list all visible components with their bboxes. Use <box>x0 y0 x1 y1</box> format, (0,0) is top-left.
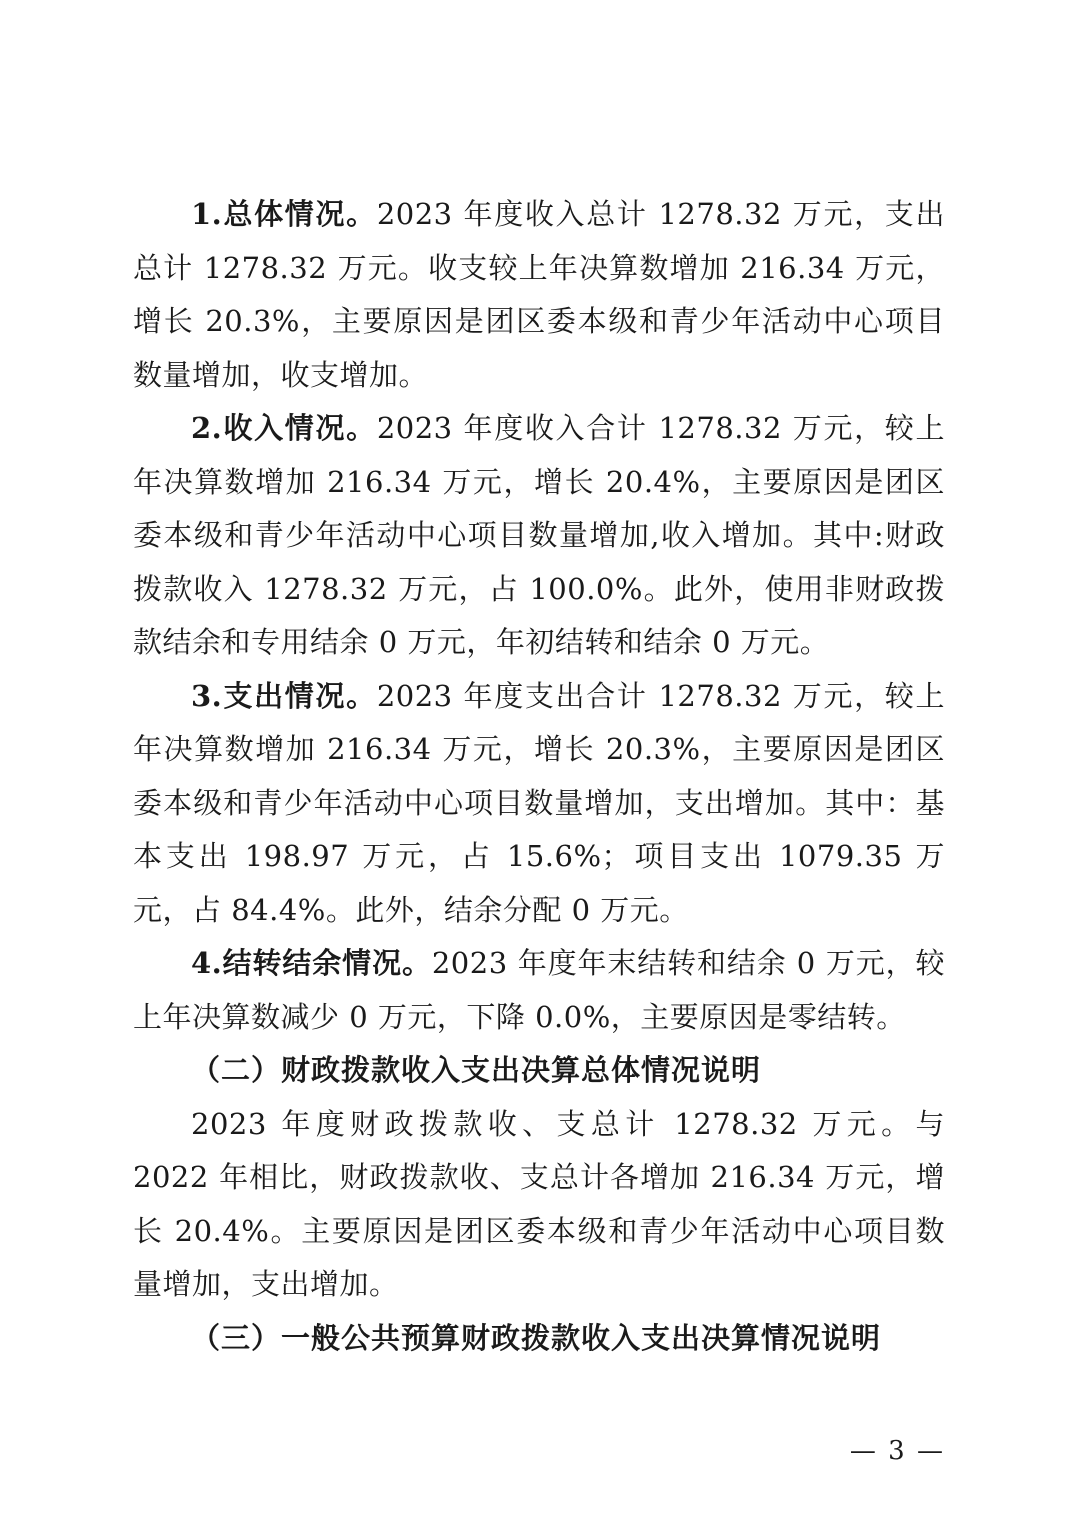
section-heading-3: （三）一般公共预算财政拨款收入支出决算情况说明 <box>191 1320 882 1355</box>
paragraph-lead: 4.结转结余情况。 <box>191 946 432 980</box>
paragraph-income <box>133 402 945 670</box>
section-2-paragraph: 2023 年度财政拨款收、支总计 1278.32 万元。与 2022 年相比，财政拨款收、支总计各增加 216.34 万元，增长 20.4%。主要原因是团区委本级和青少年活动中心项目数量增加，支出增加。 <box>133 1106 945 1301</box>
paragraph-lead: 3.支出情况。 <box>191 678 377 713</box>
page-number: — 3 — <box>849 1436 945 1466</box>
paragraph-expenditure <box>133 670 945 938</box>
paragraph-text: 2023 年度收入总计 1278.32 万元，支出总计 1278.32 万元。收支较上年决算数增加 216.34 万元，增长 20.3%，主要原因是团区委本级和青少年活动中心项目数量增加，收支增加。 <box>133 197 945 392</box>
paragraph-lead: 2.收入情况。 <box>191 411 377 445</box>
paragraph-text: 2023 年度收入合计 1278.32 万元，较上年决算数增加 216.34 万元，增长 20.4%，主要原因是团区委本级和青少年活动中心项目数量增加,收入增加。其中:财政拨款收入 1278.32 万元，占 100.0%。此外，使用非财政拨款结余和专用结余 0 万元，年初结转和结余 0 万元。 <box>133 411 945 659</box>
paragraph-text: 2023 年度年末结转和结余 0 万元，较上年决算数减少 0 万元，下降 0.0%，主要原因是零结转。 <box>133 946 945 1034</box>
section-heading-2: （二）财政拨款收入支出决算总体情况说明 <box>191 1053 762 1087</box>
paragraph-overall <box>133 188 945 402</box>
paragraph-carryover <box>133 937 945 1044</box>
paragraph-text: 2023 年度支出合计 1278.32 万元，较上年决算数增加 216.34 万元，增长 20.3%，主要原因是团区委本级和青少年活动中心项目数量增加，支出增加。其中：基本支出 198.97 万元，占 15.6%；项目支出 1079.35 万元，占 84.4%。此外，结余分配 0 万元。 <box>133 678 945 927</box>
document-body <box>133 188 945 1365</box>
paragraph-lead: 1.总体情况。 <box>191 197 377 231</box>
